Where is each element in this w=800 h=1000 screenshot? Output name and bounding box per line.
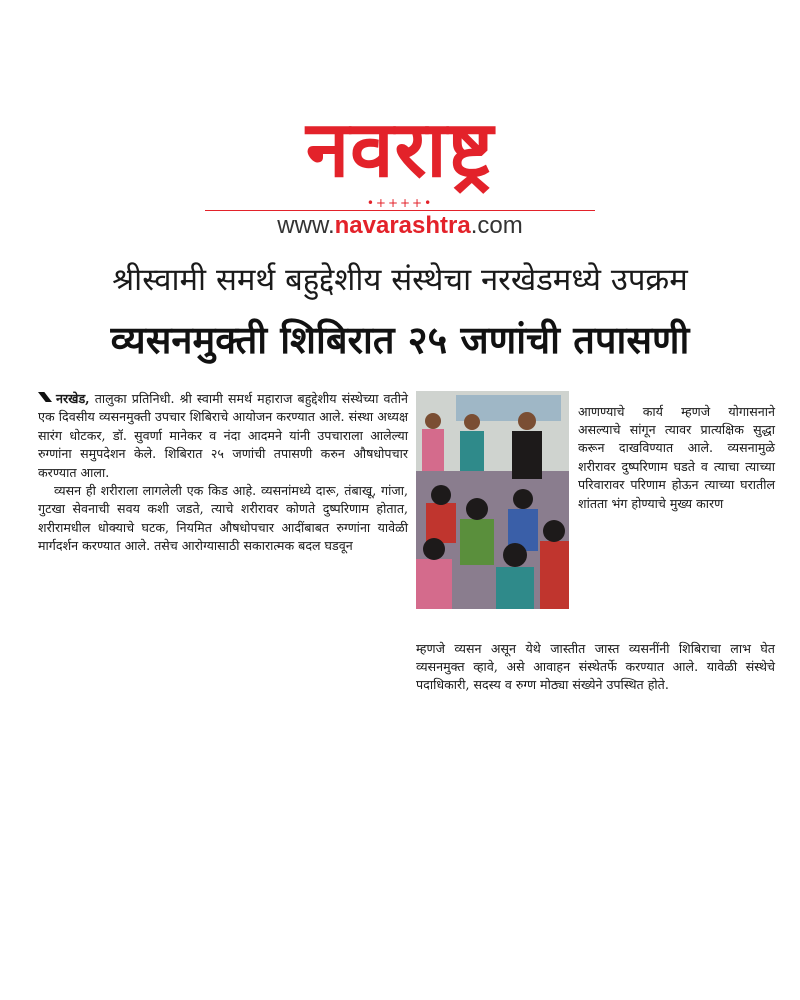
photo-speaker-left-head: [425, 413, 441, 429]
article-column-left: [38, 390, 408, 556]
photo-audience-2-head: [466, 498, 488, 520]
photo-audience-3-head: [513, 489, 533, 509]
newspaper-logo: नवराष्ट्र: [305, 105, 495, 195]
url-brand: navarashtra: [334, 212, 471, 239]
photo-speaker-center: [460, 431, 484, 471]
article-kicker: श्रीस्वामी समर्थ बहुद्देशीय संस्थेचा नरखेडमध्ये उपक्रम: [112, 262, 688, 298]
article-paragraph-1: [38, 390, 408, 482]
photo-audience-4-head: [423, 538, 445, 560]
photo-speaker-center-head: [464, 414, 480, 430]
article-paragraph-4: म्हणजे व्यसन असून येथे जास्तीत जास्त व्यसनींनी शिबिराचा लाभ घेत व्यसनमुक्त व्हावे, असे आवाहन संस्थेतर्फे करण्यात आले. यावेळी संस्थेचे पदाधिकारी, सदस्य व रुग्ण मोठ्या संख्येने उपस्थित होते.: [416, 640, 775, 693]
photo-audience-2: [460, 519, 494, 565]
event-photo: [416, 391, 569, 609]
paragraph-1-text: तालुका प्रतिनिधी. श्री स्वामी समर्थ महाराज बहुद्देशीय संस्थेच्या वतीने एक दिवसीय व्यसनमुक्ती उपचार शिबिराचे आयोजन करण्यात आले. संस्था अध्यक्ष सारंग धोटकर, डॉ. सुवर्णा मानेकर व नंदा आदमने यांनी उपचाराला आलेल्या रुग्णांना समुपदेशन केले. शिबिरात २५ जणांची तपासणी करुन औषधोपचार करण्यात आला.: [38, 391, 408, 480]
photo-audience-6-head: [543, 520, 565, 542]
dateline-marker-icon: [38, 392, 52, 402]
photo-audience-1-head: [431, 485, 451, 505]
photo-speaker-right-head: [518, 412, 536, 430]
event-photo-illustration: [416, 391, 569, 609]
website-url: [195, 212, 605, 240]
article-column-right-bottom: [416, 627, 775, 707]
photo-speaker-right: [512, 431, 542, 479]
photo-audience-5-head: [503, 543, 527, 567]
photo-speaker-left: [422, 429, 444, 471]
article-column-right-top: [578, 390, 775, 526]
article-paragraph-3: आणण्याचे कार्य म्हणजे योगासनाने असल्याचे सांगून त्यावर प्रात्यक्षिक सुद्धा करून दाखविण्यात आले. व्यसनामुळे शरीरावर दुष्परिणाम घडते व त्याचा त्याच्या परिवारावर परिणाम होऊन त्याच्या घरातील शांतता भंग होण्याचे मुख्य कारण: [578, 403, 775, 511]
photo-audience-6: [540, 541, 569, 609]
article-headline: व्यसनमुक्ती शिबिरात २५ जणांची तपासणी: [110, 318, 690, 362]
photo-audience-4: [416, 559, 452, 609]
logo-divider: [205, 210, 595, 211]
newspaper-masthead: [195, 100, 605, 240]
url-prefix: www.: [277, 212, 335, 239]
dateline: नरखेड,: [56, 391, 90, 406]
photo-audience-1: [426, 503, 456, 543]
article-paragraph-2: व्यसन ही शरीराला लागलेली एक किड आहे. व्यसनांमध्ये दारू, तंबाखू, गांजा, गुटखा सेवनाची सवय कशी जडते, त्याचे शरीरावर कोणते दुष्परिणाम होतात, शरीरामधील धोक्याचे घटक, नियमित औषधोपचार आदींबाबत रुग्णांना यावेळी मार्गदर्शन करण्यात आले. तसेच आरोग्यासाठी सकारात्मक बदल घडवून: [38, 483, 408, 554]
photo-audience-5: [496, 567, 534, 609]
logo-ornament: •++++•: [366, 196, 434, 210]
url-suffix: .com: [470, 212, 523, 239]
